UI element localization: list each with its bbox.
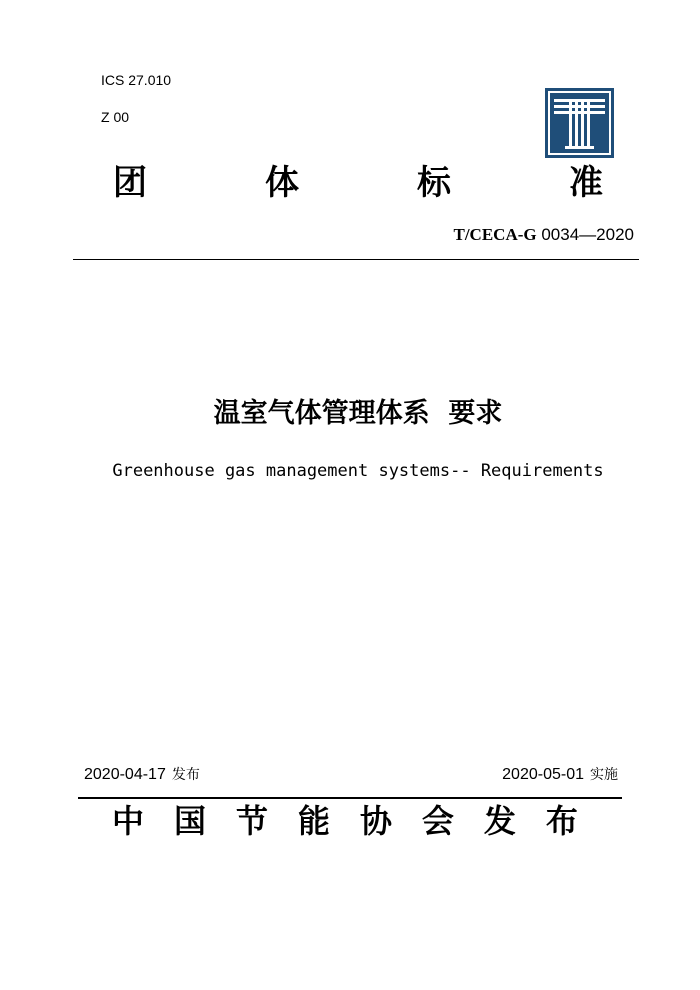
issue-date (84, 767, 200, 783)
publisher-char: 会 (421, 802, 454, 840)
document-title-chinese: 温室气体管理体系 要求 (213, 398, 503, 429)
standard-type-char: 团 (113, 163, 147, 203)
standard-type-char: 准 (569, 163, 603, 203)
association-logo-graphic (545, 88, 614, 158)
bottom-divider (78, 797, 622, 799)
implementation-date-value: 2020-05-01 (502, 766, 584, 783)
standard-type-char: 体 (265, 163, 299, 203)
standard-type-heading (113, 163, 603, 203)
document-title-english: Greenhouse gas management systems-- Requirements (112, 461, 604, 481)
publisher-char: 协 (359, 802, 392, 840)
publisher-char: 发 (483, 802, 516, 840)
standard-number-prefix: T/CECA-G (453, 225, 537, 244)
standard-number (454, 226, 635, 243)
standard-number-rest: 0034—2020 (536, 225, 634, 244)
publisher-char: 节 (235, 802, 268, 840)
top-divider (73, 259, 639, 260)
publisher-char: 国 (173, 802, 206, 840)
standard-type-char: 标 (417, 163, 451, 203)
implementation-date-label: 实施 (590, 767, 618, 783)
issue-date-label: 发布 (171, 767, 200, 783)
association-logo-icon (545, 88, 614, 158)
publisher-char: 中 (112, 802, 145, 840)
ics-code: ICS 27.010 (101, 72, 172, 88)
ccs-code: Z 00 (101, 109, 130, 125)
issue-date-value: 2020-04-17 (84, 766, 166, 783)
publisher-line (112, 802, 578, 840)
implementation-date (502, 767, 618, 783)
publisher-char: 布 (545, 802, 578, 840)
publisher-char: 能 (297, 802, 330, 840)
